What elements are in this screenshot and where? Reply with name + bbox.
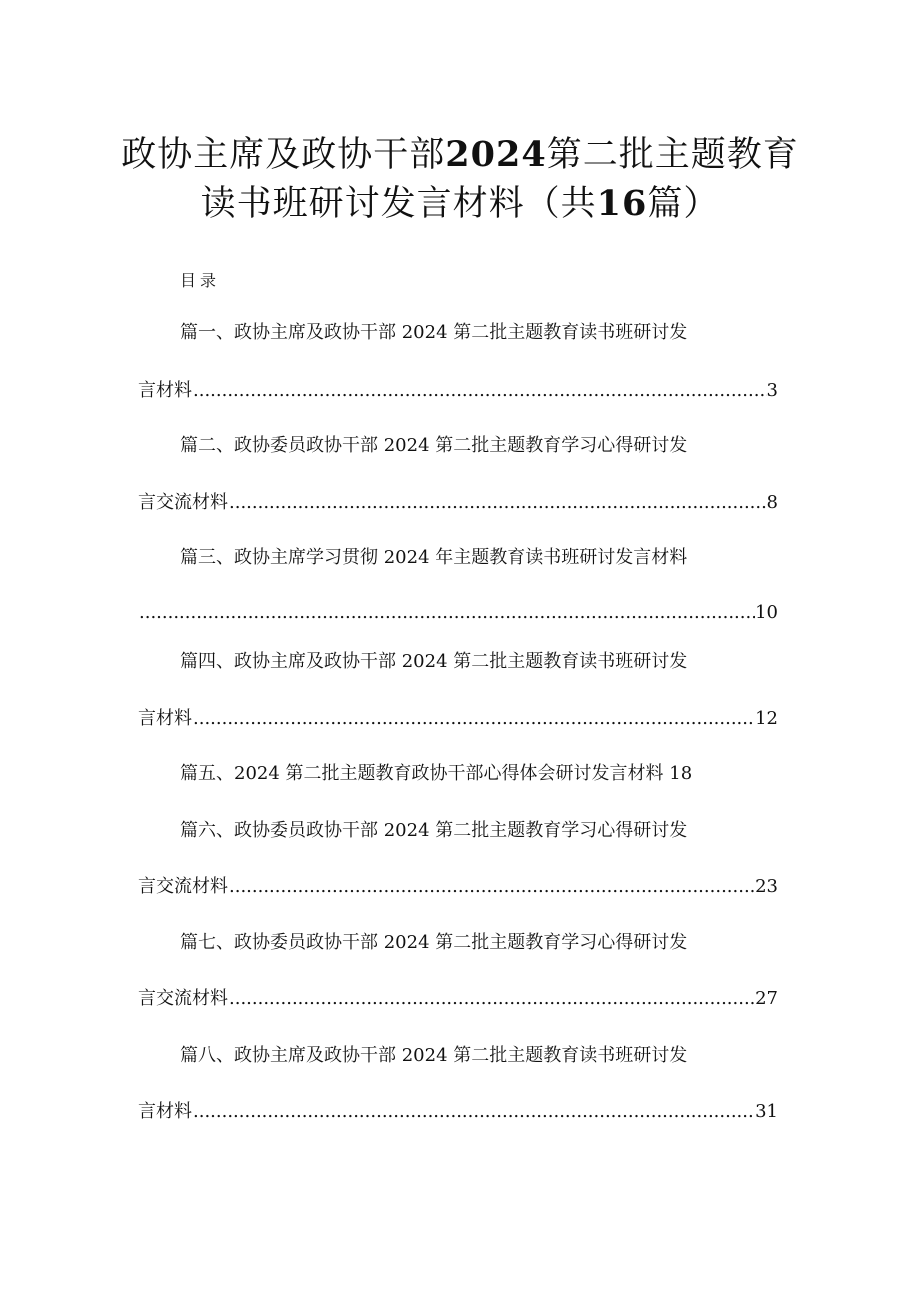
page-number: 31 — [755, 1101, 778, 1122]
toc-entry-1-title[interactable]: 篇一、政协主席及政协干部 2024 第二批主题教育读书班研讨发 — [180, 322, 688, 343]
toc-entry-6-title[interactable]: 篇六、政协委员政协干部 2024 第二批主题教育学习心得研讨发 — [180, 820, 688, 841]
toc-entry-5-title[interactable]: 篇五、2024 第二批主题教育政协干部心得体会研讨发言材料 18 — [180, 763, 693, 784]
toc-entry-4-title[interactable]: 篇四、政协主席及政协干部 2024 第二批主题教育读书班研讨发 — [180, 651, 688, 672]
page-number: 27 — [755, 988, 778, 1009]
leader-dots — [228, 492, 767, 514]
toc-entry-8-title[interactable]: 篇八、政协主席及政协干部 2024 第二批主题教育读书班研讨发 — [180, 1045, 688, 1066]
toc-entry-6-cont[interactable] — [138, 876, 778, 898]
page-title-line-2 — [0, 183, 920, 224]
title-text: 第二批主题教育 — [546, 135, 799, 175]
toc-heading: 目录 — [180, 271, 221, 290]
leader-dots — [192, 380, 767, 402]
toc-entry-2-title[interactable]: 篇二、政协委员政协干部 2024 第二批主题教育学习心得研讨发 — [180, 435, 688, 456]
toc-entry-1-cont[interactable] — [138, 380, 778, 402]
toc-entry-text: 言材料 — [138, 708, 192, 729]
toc-entry-text: 言材料 — [138, 380, 192, 401]
title-text: 读书班研讨发言材料（共 — [200, 184, 597, 224]
toc-entry-text: 言交流材料 — [138, 876, 228, 897]
toc-entry-8-cont[interactable] — [138, 1101, 778, 1123]
toc-entry-text: 言交流材料 — [138, 492, 228, 513]
title-text: 篇） — [647, 184, 720, 224]
title-year: 2024 — [445, 134, 547, 175]
leader-dots — [138, 602, 755, 624]
toc-entry-2-cont[interactable] — [138, 492, 778, 514]
title-text: 政协主席及政协干部 — [121, 135, 446, 175]
page-number: 10 — [755, 602, 778, 623]
toc-entry-7-title[interactable]: 篇七、政协委员政协干部 2024 第二批主题教育学习心得研讨发 — [180, 932, 688, 953]
leader-dots — [228, 876, 755, 898]
toc-entry-3-cont[interactable] — [138, 602, 778, 624]
leader-dots — [228, 988, 755, 1010]
leader-dots — [192, 1101, 755, 1123]
page-title-line-1 — [0, 134, 920, 175]
toc-entry-text: 言材料 — [138, 1101, 192, 1122]
toc-entry-3-title[interactable]: 篇三、政协主席学习贯彻 2024 年主题教育读书班研讨发言材料 — [180, 547, 688, 568]
toc-entry-7-cont[interactable] — [138, 988, 778, 1010]
page-number: 12 — [755, 708, 778, 729]
page-number: 23 — [755, 876, 778, 897]
toc-entry-text: 言交流材料 — [138, 988, 228, 1009]
title-count: 16 — [596, 183, 648, 224]
leader-dots — [192, 708, 755, 730]
page-number: 8 — [766, 492, 778, 513]
toc-entry-4-cont[interactable] — [138, 708, 778, 730]
page-number: 3 — [766, 380, 778, 401]
